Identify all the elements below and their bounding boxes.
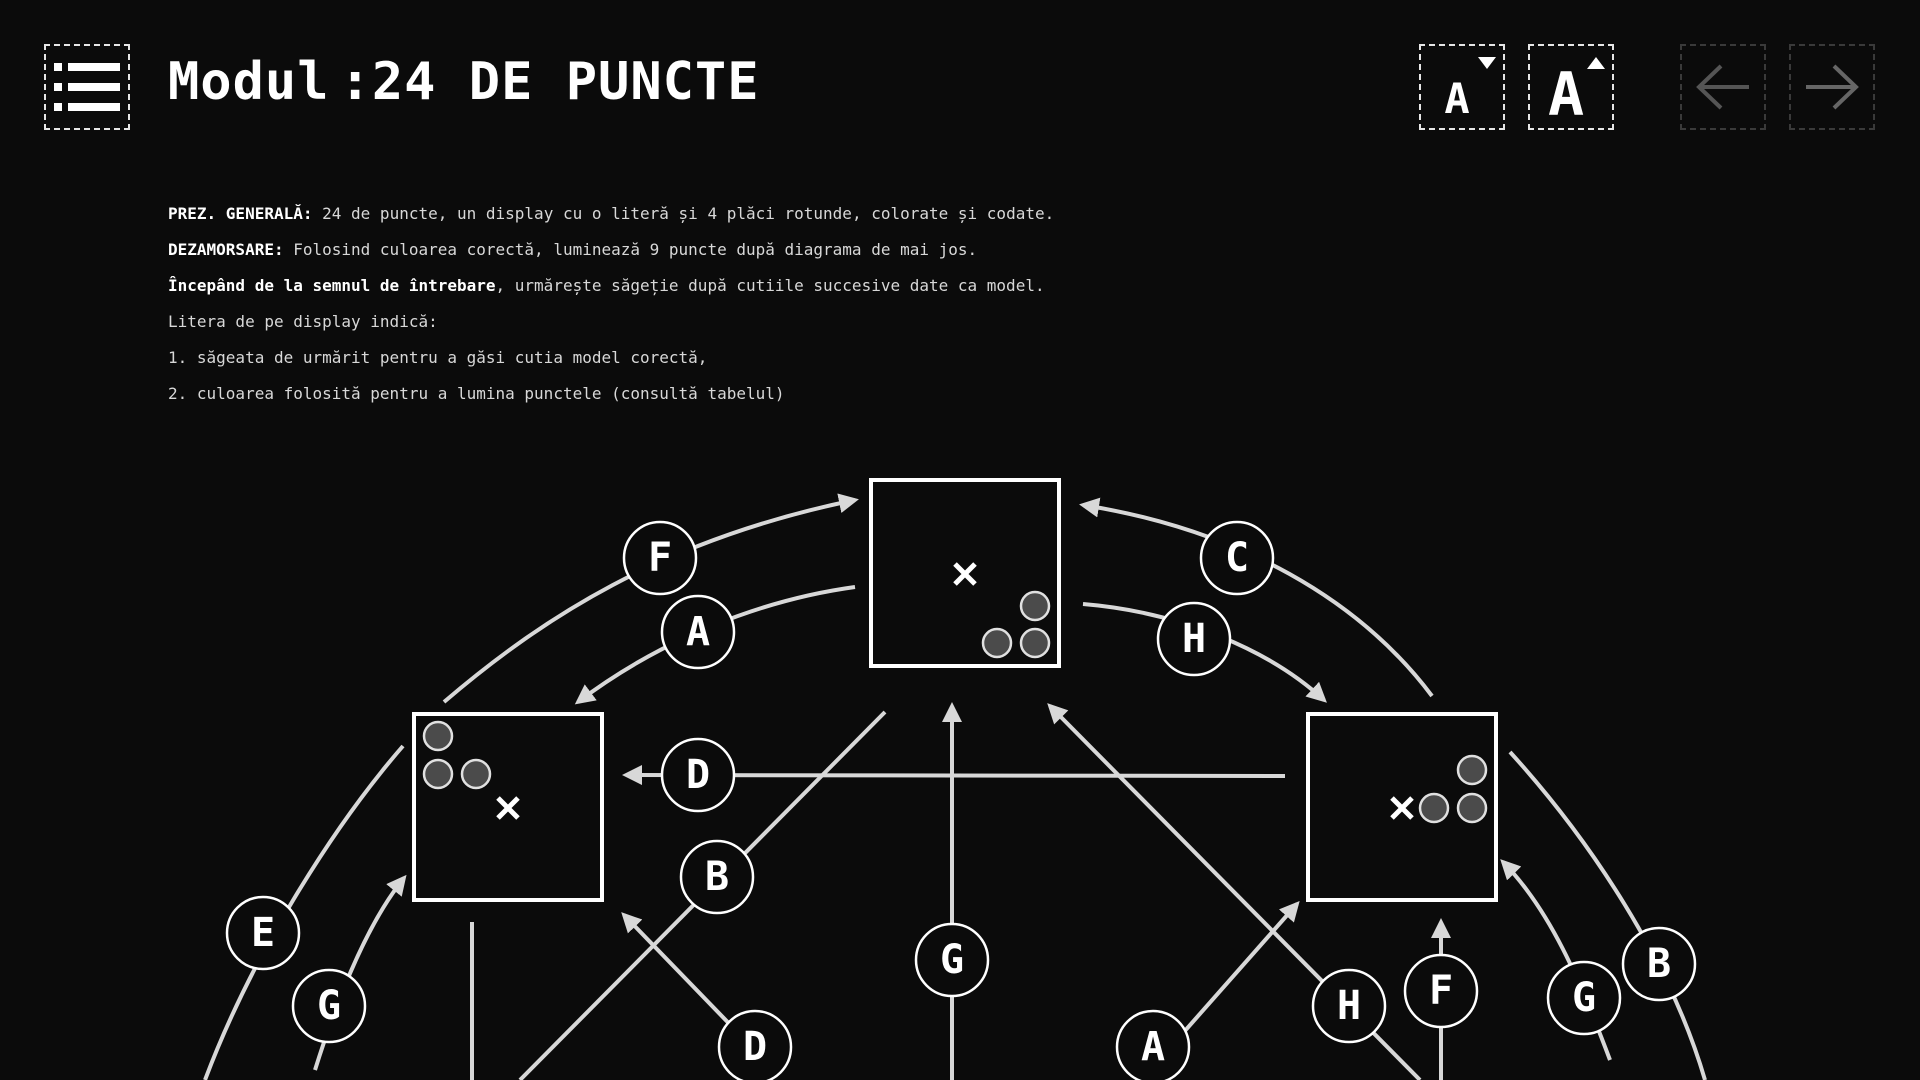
dot <box>1021 592 1049 620</box>
node-B <box>1623 928 1695 1000</box>
dot <box>983 629 1011 657</box>
module-label: Modul <box>168 52 330 112</box>
node-D <box>719 1011 791 1080</box>
box-left <box>414 714 602 900</box>
dot <box>424 722 452 750</box>
box-right <box>1308 714 1496 900</box>
dot <box>1021 629 1049 657</box>
node-D <box>662 739 734 811</box>
node-G <box>1548 962 1620 1034</box>
svg-text:B: B <box>1646 941 1672 987</box>
defuse-label: DEZAMORSARE: <box>168 240 284 259</box>
dot <box>424 760 452 788</box>
svg-text:C: C <box>1224 535 1250 581</box>
svg-text:G: G <box>316 983 342 1029</box>
dot <box>1420 794 1448 822</box>
node-A <box>1117 1011 1189 1080</box>
svg-text:A: A <box>685 609 711 655</box>
node-A <box>662 596 734 668</box>
node-G <box>293 970 365 1042</box>
node-G <box>916 924 988 996</box>
module-separator: : <box>339 52 372 112</box>
box-top <box>871 480 1059 666</box>
svg-text:H: H <box>1336 983 1362 1029</box>
svg-text:F: F <box>647 535 673 581</box>
svg-text:D: D <box>685 752 711 798</box>
svg-text:G: G <box>1571 975 1597 1021</box>
overview-text: 24 de puncte, un display cu o literă și 4 plăci rotunde, colorate și codate. <box>312 204 1055 223</box>
svg-text:F: F <box>1428 968 1454 1014</box>
node-E <box>227 897 299 969</box>
dot <box>1458 756 1486 784</box>
display-line: Litera de pe display indică: <box>168 312 438 331</box>
svg-text:B: B <box>704 854 730 900</box>
svg-text:E: E <box>250 910 276 956</box>
start-label: Începând de la semnul de întrebare <box>168 276 496 295</box>
defuse-text: Folosind culoarea corectă, luminează 9 puncte după diagrama de mai jos. <box>283 240 978 259</box>
node-F <box>624 522 696 594</box>
start-text: , urmărește săgeție după cutiile succesive date ca model. <box>495 276 1045 295</box>
list-item-2: 2. culoarea folosită pentru a lumina punctele (consultă tabelul) <box>168 384 785 403</box>
module-name: 24 DE PUNCTE <box>371 52 760 112</box>
overview-label: PREZ. GENERALĂ: <box>168 204 313 223</box>
svg-text:H: H <box>1181 616 1207 662</box>
node-C <box>1201 522 1273 594</box>
dot <box>462 760 490 788</box>
node-H <box>1158 603 1230 675</box>
font-letter-large: A <box>1547 60 1585 127</box>
node-B <box>681 841 753 913</box>
font-letter: A <box>1444 74 1470 123</box>
svg-text:D: D <box>742 1024 768 1070</box>
list-item-1: 1. săgeata de urmărit pentru a găsi cutia model corectă, <box>168 348 708 367</box>
svg-text:G: G <box>939 937 965 983</box>
svg-text:A: A <box>1140 1024 1166 1070</box>
dot <box>1458 794 1486 822</box>
node-H <box>1313 970 1385 1042</box>
node-F <box>1405 955 1477 1027</box>
